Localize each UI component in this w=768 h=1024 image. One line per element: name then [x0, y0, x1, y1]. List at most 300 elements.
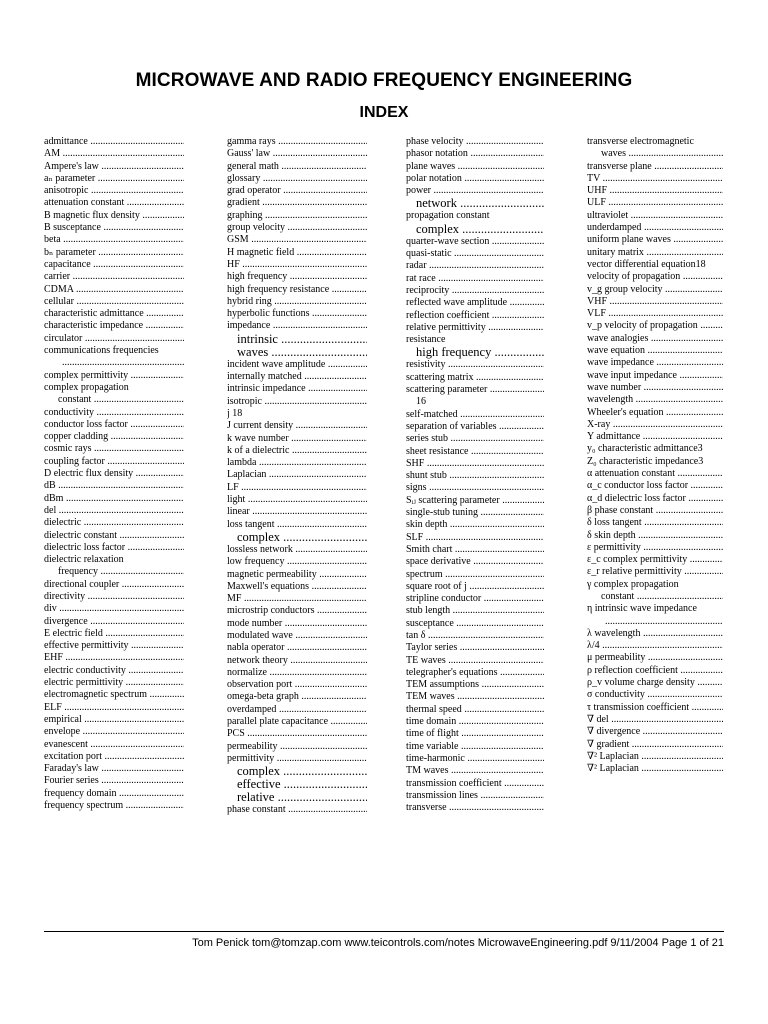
index-term: LF ..... [227, 482, 367, 493]
index-entry [44, 628, 184, 640]
index-entry [227, 531, 367, 544]
index-term: gamma rays ..... [227, 136, 367, 147]
index-term: transverse plane ..... [587, 161, 723, 172]
index-entry [587, 702, 723, 714]
index-entry [227, 655, 367, 667]
index-term: transmission coefficient ..... [406, 778, 544, 789]
index-term: complex ..... [237, 765, 367, 778]
index-entry [44, 530, 184, 542]
index-term: 16 [416, 396, 426, 408]
index-entry [227, 445, 367, 457]
index-entry [44, 148, 184, 160]
index-page-ref: 18 [695, 258, 706, 270]
index-entry [587, 259, 723, 271]
index-term: empirical ..... [44, 714, 184, 725]
index-term: B magnetic flux density ..... [44, 210, 184, 221]
index-term: group velocity ..... [227, 222, 367, 233]
index-term: radar ..... [406, 260, 544, 271]
index-entry [227, 791, 367, 804]
index-term: self-matched ..... [406, 409, 544, 420]
index-term: MF ..... [227, 593, 367, 604]
index-term: VLF ..... [587, 308, 723, 319]
index-entry [406, 765, 544, 777]
index-term: phasor notation ..... [406, 148, 544, 159]
index-entry [227, 506, 367, 518]
index-term: constant ..... [601, 591, 723, 602]
index-entry [587, 739, 723, 751]
index-entry [587, 210, 723, 222]
index-entry [406, 322, 544, 334]
index-term: SHF ..... [406, 458, 544, 469]
index-term: scattering matrix ..... [406, 372, 544, 383]
index-term: α_d dielectric loss factor ..... [587, 493, 723, 504]
index-term: divergence ..... [44, 616, 184, 627]
index-page-ref: 3 [697, 443, 703, 455]
index-entry [44, 603, 184, 615]
index-term: η intrinsic wave impedance [587, 603, 697, 615]
index-term: UHF ..... [587, 185, 723, 196]
index-entry [227, 778, 367, 791]
index-term: ε permittivity ..... [587, 542, 723, 553]
index-term: high frequency ..... [416, 346, 544, 359]
index-term: network theory ..... [227, 655, 367, 666]
index-term: complex propagation [44, 381, 129, 393]
index-term: normalize ..... [227, 667, 367, 678]
index-term: evanescent ..... [44, 739, 184, 750]
index-term: ultraviolet ..... [587, 210, 723, 221]
index-entry [587, 616, 723, 628]
index-entry [44, 763, 184, 775]
index-entry [227, 359, 367, 371]
index-entry [406, 248, 544, 260]
index-entry [587, 271, 723, 283]
index-term: E electric field ..... [44, 628, 184, 639]
index-term: τ transmission coefficient ..... [587, 702, 723, 713]
index-term: admittance ..... [44, 136, 184, 147]
index-term: VHF ..... [587, 296, 723, 307]
index-entry [406, 223, 544, 236]
index-entry [227, 519, 367, 531]
index-term: single-stub tuning ..... [406, 507, 544, 518]
index-term: cosmic rays ..... [44, 443, 184, 454]
index-entry [44, 234, 184, 246]
index-term: space derivative ..... [406, 556, 544, 567]
index-entry [406, 185, 544, 197]
index-entry [227, 728, 367, 740]
index-entry [227, 753, 367, 765]
index-entry [406, 679, 544, 691]
index-entry [44, 677, 184, 689]
index-entry [587, 148, 723, 160]
index-term: EHF ..... [44, 652, 184, 663]
index-term: communications frequencies [44, 345, 159, 357]
index-entry [587, 185, 723, 197]
index-term: microstrip conductors ..... [227, 605, 367, 616]
index-entry [587, 689, 723, 701]
index-entry [227, 556, 367, 568]
index-term: spectrum ..... [406, 569, 544, 580]
index-term: high frequency resistance ..... [227, 284, 367, 295]
index-term: beta ..... [44, 234, 184, 245]
index-entry [44, 136, 184, 148]
index-entry [227, 173, 367, 185]
index-term: k of a dielectric ..... [227, 445, 367, 456]
index-entry [227, 691, 367, 703]
index-term: D electric flux density ..... [44, 468, 184, 479]
index-entry [227, 494, 367, 506]
index-term: div ..... [44, 603, 184, 614]
index-term: dielectric loss factor ..... [44, 542, 184, 553]
index-term: internally matched ..... [227, 371, 367, 382]
index-entry [406, 593, 544, 605]
index-term: overdamped ..... [227, 704, 367, 715]
index-term: phase velocity ..... [406, 136, 544, 147]
index-term: separation of variables ..... [406, 421, 544, 432]
index-term: H magnetic field ..... [227, 247, 367, 258]
index-entry [406, 197, 544, 210]
index-term: wave equation ..... [587, 345, 723, 356]
index-entry [587, 296, 723, 308]
index-entry [587, 530, 723, 542]
index-term: electric conductivity ..... [44, 665, 184, 676]
index-entry [406, 421, 544, 433]
index-entry [44, 320, 184, 332]
index-entry [587, 652, 723, 664]
index-term: vector differential equation [587, 258, 696, 270]
index-entry [227, 383, 367, 395]
index-entry [406, 482, 544, 494]
index-term: ∇² Laplacian ..... [587, 751, 723, 762]
index-term: characteristic impedance ..... [44, 320, 184, 331]
index-entry [227, 284, 367, 296]
index-term: transverse ..... [406, 802, 544, 813]
index-term: complex ..... [237, 531, 367, 544]
index-term: mode number ..... [227, 618, 367, 629]
index-entry [44, 222, 184, 234]
index-term: SLF ..... [406, 532, 544, 543]
index-term: hybrid ring ..... [227, 296, 367, 307]
index-term: TE waves ..... [406, 655, 544, 666]
index-entry [406, 297, 544, 309]
index-entry [587, 136, 723, 148]
index-heading: INDEX [359, 104, 409, 121]
index-term: dielectric ..... [44, 517, 184, 528]
index-term: λ wavelength ..... [587, 628, 723, 639]
index-term: lossless network ..... [227, 544, 367, 555]
index-term: directivity ..... [44, 591, 184, 602]
index-term: linear ..... [227, 506, 367, 517]
index-entry [227, 630, 367, 642]
index-page-ref: 3 [698, 455, 704, 467]
index-entry [587, 308, 723, 320]
index-term: plane waves ..... [406, 161, 544, 172]
index-term: cellular ..... [44, 296, 184, 307]
index-term: lambda ..... [227, 457, 367, 468]
index-term: modulated wave ..... [227, 630, 367, 641]
index-term [62, 357, 184, 368]
index-entry [44, 333, 184, 345]
index-entry [406, 532, 544, 544]
index-term: bₙ parameter ..... [44, 247, 184, 258]
index-term: gradient ..... [227, 197, 367, 208]
index-entry [44, 210, 184, 222]
index-term: frequency domain ..... [44, 788, 184, 799]
index-entry [227, 247, 367, 259]
index-term: complex ..... [416, 223, 544, 236]
index-entry [406, 581, 544, 593]
index-entry [44, 357, 184, 369]
index-entry [227, 333, 367, 346]
index-entry [406, 544, 544, 556]
index-entry [227, 667, 367, 679]
index-term: k wave number ..... [227, 433, 367, 444]
index-entry [406, 359, 544, 371]
index-entry [44, 665, 184, 677]
index-term: β phase constant ..... [587, 505, 723, 516]
index-entry [406, 384, 544, 396]
index-entry [44, 493, 184, 505]
index-term: resistance [406, 334, 446, 346]
index-term: intrinsic ..... [237, 333, 367, 346]
index-entry [44, 554, 184, 566]
index-entry [406, 273, 544, 285]
index-entry [227, 569, 367, 581]
index-entry [44, 284, 184, 296]
index-term: quasi-static ..... [406, 248, 544, 259]
index-term [605, 616, 723, 627]
index-term: aₙ parameter ..... [44, 173, 184, 184]
index-column-4 [587, 136, 723, 775]
index-entry [406, 446, 544, 458]
index-entry [406, 372, 544, 384]
index-term: conductor loss factor ..... [44, 419, 184, 430]
index-term: magnetic permeability ..... [227, 569, 367, 580]
index-term: coupling factor ..... [44, 456, 184, 467]
index-entry [406, 728, 544, 740]
index-entry [406, 778, 544, 790]
index-entry [406, 790, 544, 802]
index-entry [406, 704, 544, 716]
index-entry [406, 210, 544, 222]
index-term: telegrapher's equations ..... [406, 667, 544, 678]
index-term: effective ..... [237, 778, 367, 791]
index-term: electric permittivity ..... [44, 677, 184, 688]
index-term: Smith chart ..... [406, 544, 544, 555]
index-term: frequency spectrum ..... [44, 800, 184, 811]
index-entry [587, 480, 723, 492]
index-term: impedance ..... [227, 320, 367, 331]
index-entry [587, 640, 723, 652]
index-entry [44, 702, 184, 714]
index-entry [44, 407, 184, 419]
index-term: relative permittivity ..... [406, 322, 544, 333]
index-term: frequency ..... [58, 566, 184, 577]
index-entry [587, 161, 723, 173]
index-term: α attenuation constant ..... [587, 468, 723, 479]
index-entry [227, 618, 367, 630]
index-term: ∇ divergence ..... [587, 726, 723, 737]
index-entry [44, 517, 184, 529]
index-term: effective permittivity ..... [44, 640, 184, 651]
index-term: dielectric relaxation [44, 554, 124, 566]
document-title: MICROWAVE AND RADIO FREQUENCY ENGINEERING [135, 70, 633, 91]
index-entry [227, 234, 367, 246]
index-term: unitary matrix ..... [587, 247, 723, 258]
index-term: permittivity ..... [227, 753, 367, 764]
index-term: loss tangent ..... [227, 519, 367, 530]
index-term: Taylor series ..... [406, 642, 544, 653]
index-entry [44, 616, 184, 628]
index-entry [587, 763, 723, 775]
index-term: graphing ..... [227, 210, 367, 221]
index-entry [227, 271, 367, 283]
index-term: del ..... [44, 505, 184, 516]
index-term: square root of j ..... [406, 581, 544, 592]
index-entry [44, 419, 184, 431]
index-term: stripline conductor ..... [406, 593, 544, 604]
index-column-2 [227, 136, 367, 817]
index-term: intrinsic impedance ..... [227, 383, 367, 394]
index-term: ρ reflection coefficient ..... [587, 665, 723, 676]
index-term: ∇² Laplacian ..... [587, 763, 723, 774]
index-term: thermal speed ..... [406, 704, 544, 715]
index-entry [587, 517, 723, 529]
index-entry [44, 394, 184, 406]
index-term: network ..... [416, 197, 544, 210]
index-term: AM ..... [44, 148, 184, 159]
index-entry [44, 566, 184, 578]
index-term: waves ..... [237, 346, 367, 359]
index-term: velocity of propagation ..... [587, 271, 723, 282]
index-term: anisotropic ..... [44, 185, 184, 196]
index-entry [406, 642, 544, 654]
index-entry [587, 407, 723, 419]
index-term: time of flight ..... [406, 728, 544, 739]
index-term: electromagnetic spectrum ..... [44, 689, 184, 700]
index-term: Fourier series ..... [44, 775, 184, 786]
index-entry [406, 569, 544, 581]
index-entry [587, 284, 723, 296]
index-term: Y admittance ..... [587, 431, 723, 442]
index-term: wave analogies ..... [587, 333, 723, 344]
index-entry [587, 714, 723, 726]
index-entry [227, 593, 367, 605]
index-term: α_c conductor loss factor ..... [587, 480, 723, 491]
index-term: dielectric constant ..... [44, 530, 184, 541]
index-term: uniform plane waves ..... [587, 234, 723, 245]
index-entry [227, 679, 367, 691]
index-entry [406, 519, 544, 531]
index-term: X-ray ..... [587, 419, 723, 430]
index-term: δ skin depth ..... [587, 530, 723, 541]
index-entry [227, 222, 367, 234]
index-term: TV ..... [587, 173, 723, 184]
index-entry [44, 296, 184, 308]
index-entry [587, 222, 723, 234]
index-term: attenuation constant ..... [44, 197, 184, 208]
index-term: isotropic ..... [227, 396, 367, 407]
index-term: underdamped ..... [587, 222, 723, 233]
index-term: envelope ..... [44, 726, 184, 737]
index-entry [587, 357, 723, 369]
index-entry [227, 544, 367, 556]
index-term: GSM ..... [227, 234, 367, 245]
index-term: carrier ..... [44, 271, 184, 282]
index-entry [587, 234, 723, 246]
index-entry [227, 704, 367, 716]
index-entry [406, 716, 544, 728]
index-entry [227, 371, 367, 383]
index-term: resistivity ..... [406, 359, 544, 370]
index-entry [227, 457, 367, 469]
index-entry [587, 431, 723, 443]
index-entry [44, 739, 184, 751]
index-entry [44, 161, 184, 173]
index-entry [587, 726, 723, 738]
index-entry [587, 333, 723, 345]
index-entry [44, 542, 184, 554]
index-entry [406, 433, 544, 445]
index-entry [44, 751, 184, 763]
index-entry [44, 480, 184, 492]
index-entry [44, 431, 184, 443]
index-entry [587, 370, 723, 382]
index-term: transverse electromagnetic [587, 136, 694, 147]
index-term: conductivity ..... [44, 407, 184, 418]
index-entry [406, 556, 544, 568]
index-entry [587, 579, 723, 591]
index-term: polar notation ..... [406, 173, 544, 184]
index-entry [44, 271, 184, 283]
index-term: Z₀ characteristic impedance [587, 455, 699, 467]
index-term: circulator ..... [44, 333, 184, 344]
index-entry [406, 691, 544, 703]
index-entry [44, 382, 184, 394]
index-entry [227, 396, 367, 408]
index-entry [406, 161, 544, 173]
index-entry [406, 346, 544, 359]
index-entry [587, 665, 723, 677]
index-term: J current density ..... [227, 420, 367, 431]
index-term: complex permittivity ..... [44, 370, 184, 381]
index-entry [44, 652, 184, 664]
index-term: relative ..... [237, 791, 367, 804]
index-column-1 [44, 136, 184, 812]
index-term: ρ_v volume charge density ..... [587, 677, 723, 688]
index-entry [406, 655, 544, 667]
index-term: Wheeler's equation ..... [587, 407, 723, 418]
index-entry [406, 630, 544, 642]
index-term: wave input impedance ..... [587, 370, 723, 381]
index-entry [44, 345, 184, 357]
index-term: incident wave amplitude ..... [227, 359, 367, 370]
index-entry [406, 409, 544, 421]
index-entry [587, 456, 723, 468]
index-term: directional coupler ..... [44, 579, 184, 590]
index-term: Sᵢⱼ scattering parameter ..... [406, 495, 544, 506]
index-term: quarter-wave section ..... [406, 236, 544, 247]
index-term: scattering parameter ..... [406, 384, 544, 395]
index-entry [44, 370, 184, 382]
index-term: signs ..... [406, 482, 544, 493]
index-entry [587, 197, 723, 209]
index-entry [227, 148, 367, 160]
index-term: high frequency ..... [227, 271, 367, 282]
index-entry [227, 605, 367, 617]
index-term: time variable ..... [406, 741, 544, 752]
index-entry [227, 420, 367, 432]
index-entry [44, 443, 184, 455]
